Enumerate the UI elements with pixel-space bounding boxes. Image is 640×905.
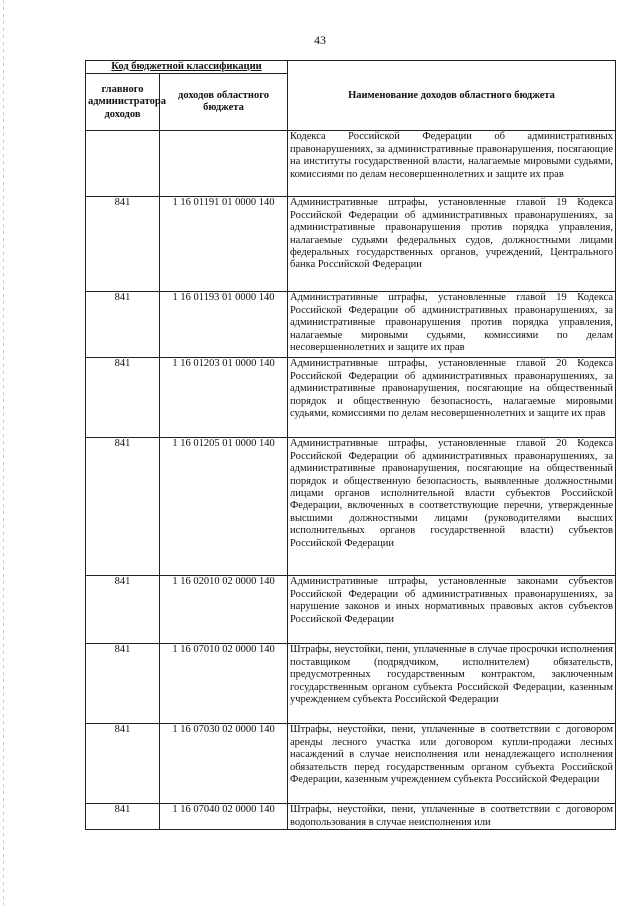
revenue-code-cell [160, 131, 288, 197]
scan-edge-mark [3, 0, 4, 905]
admin-code-cell: 841 [86, 438, 160, 576]
revenue-code-cell: 1 16 02010 02 0000 140 [160, 576, 288, 644]
col-name-header: Наименование доходов областного бюджета [288, 61, 616, 131]
admin-code-cell: 841 [86, 576, 160, 644]
revenue-name-cell: Штрафы, неустойки, пени, уплаченные в соответствии с договором аренды лесного участка или договором купли-продажи лесных насаждений в случае неисполнения или ненадлежащего исполнения обязательств перед государственным органом субъекта Российской Федерации, казенным учреждением субъекта Российской Федерации [288, 724, 616, 804]
col-code-header: доходов областного бюджета [160, 74, 288, 131]
revenue-code-cell: 1 16 07040 02 0000 140 [160, 804, 288, 830]
table-row [86, 197, 616, 292]
table-row [86, 804, 616, 830]
table-row [86, 438, 616, 576]
revenue-name-cell: Штрафы, неустойки, пени, уплаченные в случае просрочки исполнения поставщиком (подрядчиком, исполнителем) обязательств, предусмотренных государственным контрактом, заключенным государственным органом субъекта Российской Федерации, казенным учреждением субъекта Российской Федерации [288, 644, 616, 724]
table-row [86, 644, 616, 724]
revenue-name-cell: Административные штрафы, установленные главой 19 Кодекса Российской Федерации об административных правонарушениях, за административные правонарушения против порядка управления, налагаемые судьями федеральных судов, должностными лицами федеральных государственных органов, учреждений, Центрального банка Российской Федерации [288, 197, 616, 292]
group-header: Код бюджетной классификации [111, 61, 262, 72]
admin-code-cell: 841 [86, 804, 160, 830]
page-number: 43 [314, 33, 326, 47]
admin-code-cell: 841 [86, 292, 160, 358]
group-header-cell [86, 61, 288, 74]
revenue-name-cell: Административные штрафы, установленные главой 20 Кодекса Российской Федерации об административных правонарушениях, за административные правонарушения, посягающие на общественный порядок и общественную безопасность, выявленные должностными лицами органов исполнительной власти субъектов Российской Федерации, включенных в соответствующие перечни, утвержденные высшими должностными лицами (руководителями высших исполнительных органов государственной власти) субъектов Российской Федерации [288, 438, 616, 576]
admin-code-cell [86, 131, 160, 197]
col-admin-header: главного администратора доходов [86, 74, 160, 131]
table-row [86, 576, 616, 644]
revenue-name-cell: Административные штрафы, установленные главой 20 Кодекса Российской Федерации об административных правонарушениях, за административные правонарушения, посягающие на общественный порядок и общественную безопасность, налагаемые мировыми судьями, комиссиями по делам несовершеннолетних и защите их прав [288, 358, 616, 438]
revenue-code-cell: 1 16 07010 02 0000 140 [160, 644, 288, 724]
admin-code-cell: 841 [86, 724, 160, 804]
admin-code-cell: 841 [86, 644, 160, 724]
revenue-name-cell: Административные штрафы, установленные законами субъектов Российской Федерации об административных правонарушениях, за нарушение законов и иных нормативных правовых актов субъектов Российской Федерации [288, 576, 616, 644]
table-row [86, 131, 616, 197]
revenue-name-cell: Административные штрафы, установленные главой 19 Кодекса Российской Федерации об административных правонарушениях, за административные правонарушения против порядка управления, налагаемые мировыми судьями, комиссиями по делам несовершеннолетних и защите их прав [288, 292, 616, 358]
table-row [86, 358, 616, 438]
revenue-name-cell: Штрафы, неустойки, пени, уплаченные в соответствии с договором водопользования в случае неисполнения или [288, 804, 616, 830]
table-row [86, 292, 616, 358]
revenue-code-cell: 1 16 01193 01 0000 140 [160, 292, 288, 358]
budget-classification-table [85, 60, 616, 830]
admin-code-cell: 841 [86, 358, 160, 438]
table-row [86, 724, 616, 804]
admin-code-cell: 841 [86, 197, 160, 292]
revenue-name-cell: Кодекса Российской Федерации об административных правонарушениях, за административные правонарушения, посягающие на институты государственной власти, налагаемые мировыми судьями, комиссиями по делам несовершеннолетних и защите их прав [288, 131, 616, 197]
revenue-code-cell: 1 16 01205 01 0000 140 [160, 438, 288, 576]
revenue-code-cell: 1 16 07030 02 0000 140 [160, 724, 288, 804]
revenue-code-cell: 1 16 01203 01 0000 140 [160, 358, 288, 438]
revenue-code-cell: 1 16 01191 01 0000 140 [160, 197, 288, 292]
